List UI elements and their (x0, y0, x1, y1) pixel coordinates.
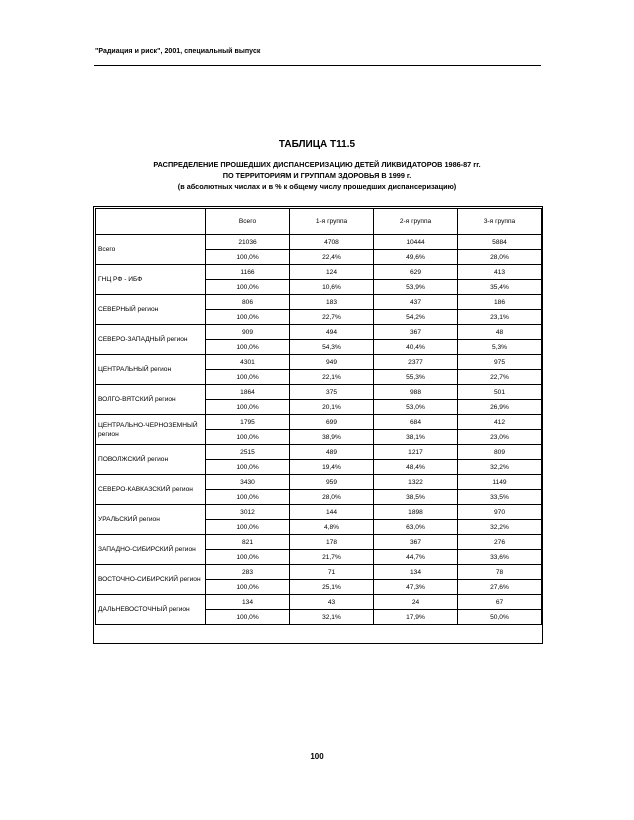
percent-cell: 32,2% (458, 520, 542, 535)
region-name: ВОСТОЧНО-СИБИРСКИЙ регион (96, 565, 206, 595)
count-cell: 21036 (206, 235, 290, 250)
table-row (96, 475, 542, 490)
table-row (96, 355, 542, 370)
count-cell: 1795 (206, 415, 290, 430)
count-cell: 134 (206, 595, 290, 610)
count-cell: 489 (290, 445, 374, 460)
count-cell: 134 (374, 565, 458, 580)
region-name: ЗАПАДНО-СИБИРСКИЙ регион (96, 535, 206, 565)
health-group-table (95, 208, 542, 625)
count-cell: 71 (290, 565, 374, 580)
percent-cell: 50,0% (458, 610, 542, 625)
count-cell: 501 (458, 385, 542, 400)
percent-cell: 38,9% (290, 430, 374, 445)
region-name: Всего (96, 235, 206, 265)
count-cell: 684 (374, 415, 458, 430)
count-cell: 412 (458, 415, 542, 430)
page-number: 100 (310, 752, 324, 761)
count-cell: 699 (290, 415, 374, 430)
table-header-row (96, 209, 542, 235)
region-name: ЦЕНТРАЛЬНО-ЧЕРНОЗЕМНЫЙ регион (96, 415, 206, 445)
count-cell: 975 (458, 355, 542, 370)
region-name: ГНЦ РФ - ИБФ (96, 265, 206, 295)
percent-cell: 49,6% (374, 250, 458, 265)
percent-cell: 44,7% (374, 550, 458, 565)
count-cell: 988 (374, 385, 458, 400)
percent-cell: 25,1% (290, 580, 374, 595)
percent-cell: 35,4% (458, 280, 542, 295)
percent-cell: 47,3% (374, 580, 458, 595)
count-cell: 909 (206, 325, 290, 340)
table-subtitle-line-2: ПО ТЕРРИТОРИЯМ И ГРУППАМ ЗДОРОВЬЯ В 1999 г. (222, 171, 412, 180)
percent-cell: 63,0% (374, 520, 458, 535)
column-header: 1-я группа (290, 209, 374, 235)
percent-cell: 23,1% (458, 310, 542, 325)
table-row (96, 325, 542, 340)
count-cell: 276 (458, 535, 542, 550)
region-name: СЕВЕРО-КАВКАЗСКИЙ регион (96, 475, 206, 505)
count-cell: 5884 (458, 235, 542, 250)
count-cell: 1149 (458, 475, 542, 490)
count-cell: 494 (290, 325, 374, 340)
count-cell: 48 (458, 325, 542, 340)
percent-cell: 100,0% (206, 370, 290, 385)
column-header: Всего (206, 209, 290, 235)
region-name: ПОВОЛЖСКИЙ регион (96, 445, 206, 475)
percent-cell: 100,0% (206, 280, 290, 295)
percent-cell: 5,3% (458, 340, 542, 355)
table-subtitle-line-3: (в абсолютных числах и в % к общему числу прошедших диспансеризацию) (177, 182, 457, 191)
table-row (96, 565, 542, 580)
count-cell: 1217 (374, 445, 458, 460)
percent-cell: 22,7% (458, 370, 542, 385)
percent-cell: 27,6% (458, 580, 542, 595)
count-cell: 4301 (206, 355, 290, 370)
count-cell: 1898 (374, 505, 458, 520)
table-row (96, 265, 542, 280)
count-cell: 809 (458, 445, 542, 460)
percent-cell: 38,5% (374, 490, 458, 505)
percent-cell: 100,0% (206, 340, 290, 355)
percent-cell: 53,0% (374, 400, 458, 415)
count-cell: 124 (290, 265, 374, 280)
percent-cell: 22,1% (290, 370, 374, 385)
percent-cell: 10,6% (290, 280, 374, 295)
count-cell: 821 (206, 535, 290, 550)
percent-cell: 40,4% (374, 340, 458, 355)
table-title: ТАБЛИЦА Т11.5 (278, 139, 356, 150)
percent-cell: 100,0% (206, 400, 290, 415)
percent-cell: 23,0% (458, 430, 542, 445)
percent-cell: 53,9% (374, 280, 458, 295)
percent-cell: 19,4% (290, 460, 374, 475)
table-row (96, 595, 542, 610)
percent-cell: 54,3% (290, 340, 374, 355)
percent-cell: 100,0% (206, 520, 290, 535)
percent-cell: 26,9% (458, 400, 542, 415)
percent-cell: 33,5% (458, 490, 542, 505)
percent-cell: 33,6% (458, 550, 542, 565)
column-header: 3-я группа (458, 209, 542, 235)
count-cell: 43 (290, 595, 374, 610)
percent-cell: 100,0% (206, 580, 290, 595)
percent-cell: 22,4% (290, 250, 374, 265)
table-row (96, 445, 542, 460)
table-subtitle-line-1: РАСПРЕДЕЛЕНИЕ ПРОШЕДШИХ ДИСПАНСЕРИЗАЦИЮ ДЕТЕЙ ЛИКВИДАТОРОВ 1986-87 гг. (153, 160, 481, 169)
count-cell: 183 (290, 295, 374, 310)
count-cell: 1322 (374, 475, 458, 490)
percent-cell: 4,8% (290, 520, 374, 535)
count-cell: 186 (458, 295, 542, 310)
percent-cell: 100,0% (206, 460, 290, 475)
region-name: ЦЕНТРАЛЬНЫЙ регион (96, 355, 206, 385)
percent-cell: 100,0% (206, 430, 290, 445)
table-row (96, 295, 542, 310)
table-body (96, 235, 542, 625)
count-cell: 2515 (206, 445, 290, 460)
percent-cell: 100,0% (206, 250, 290, 265)
percent-cell: 100,0% (206, 490, 290, 505)
column-header: 2-я группа (374, 209, 458, 235)
count-cell: 970 (458, 505, 542, 520)
count-cell: 1166 (206, 265, 290, 280)
percent-cell: 22,7% (290, 310, 374, 325)
percent-cell: 54,2% (374, 310, 458, 325)
count-cell: 283 (206, 565, 290, 580)
table-row (96, 385, 542, 400)
count-cell: 10444 (374, 235, 458, 250)
count-cell: 437 (374, 295, 458, 310)
percent-cell: 28,0% (458, 250, 542, 265)
count-cell: 144 (290, 505, 374, 520)
percent-cell: 38,1% (374, 430, 458, 445)
count-cell: 24 (374, 595, 458, 610)
count-cell: 3012 (206, 505, 290, 520)
count-cell: 806 (206, 295, 290, 310)
percent-cell: 21,7% (290, 550, 374, 565)
count-cell: 367 (374, 325, 458, 340)
count-cell: 1864 (206, 385, 290, 400)
percent-cell: 32,1% (290, 610, 374, 625)
percent-cell: 32,2% (458, 460, 542, 475)
count-cell: 178 (290, 535, 374, 550)
count-cell: 375 (290, 385, 374, 400)
table-row (96, 235, 542, 250)
region-name: УРАЛЬСКИЙ регион (96, 505, 206, 535)
count-cell: 3430 (206, 475, 290, 490)
percent-cell: 17,9% (374, 610, 458, 625)
percent-cell: 48,4% (374, 460, 458, 475)
count-cell: 2377 (374, 355, 458, 370)
count-cell: 67 (458, 595, 542, 610)
count-cell: 78 (458, 565, 542, 580)
region-name: ДАЛЬНЕВОСТОЧНЫЙ регион (96, 595, 206, 625)
count-cell: 413 (458, 265, 542, 280)
count-cell: 949 (290, 355, 374, 370)
header-rule (94, 65, 541, 66)
region-name: СЕВЕРНЫЙ регион (96, 295, 206, 325)
region-name: ВОЛГО-ВЯТСКИЙ регион (96, 385, 206, 415)
percent-cell: 28,0% (290, 490, 374, 505)
count-cell: 629 (374, 265, 458, 280)
table-row (96, 415, 542, 430)
percent-cell: 100,0% (206, 610, 290, 625)
table-corner-cell (96, 209, 206, 235)
running-header: "Радиация и риск", 2001, специальный выпуск (95, 48, 261, 55)
region-name: СЕВЕРО-ЗАПАДНЫЙ регион (96, 325, 206, 355)
percent-cell: 100,0% (206, 310, 290, 325)
percent-cell: 100,0% (206, 550, 290, 565)
percent-cell: 55,3% (374, 370, 458, 385)
count-cell: 367 (374, 535, 458, 550)
table-row (96, 535, 542, 550)
count-cell: 4708 (290, 235, 374, 250)
table-row (96, 505, 542, 520)
count-cell: 959 (290, 475, 374, 490)
percent-cell: 20,1% (290, 400, 374, 415)
